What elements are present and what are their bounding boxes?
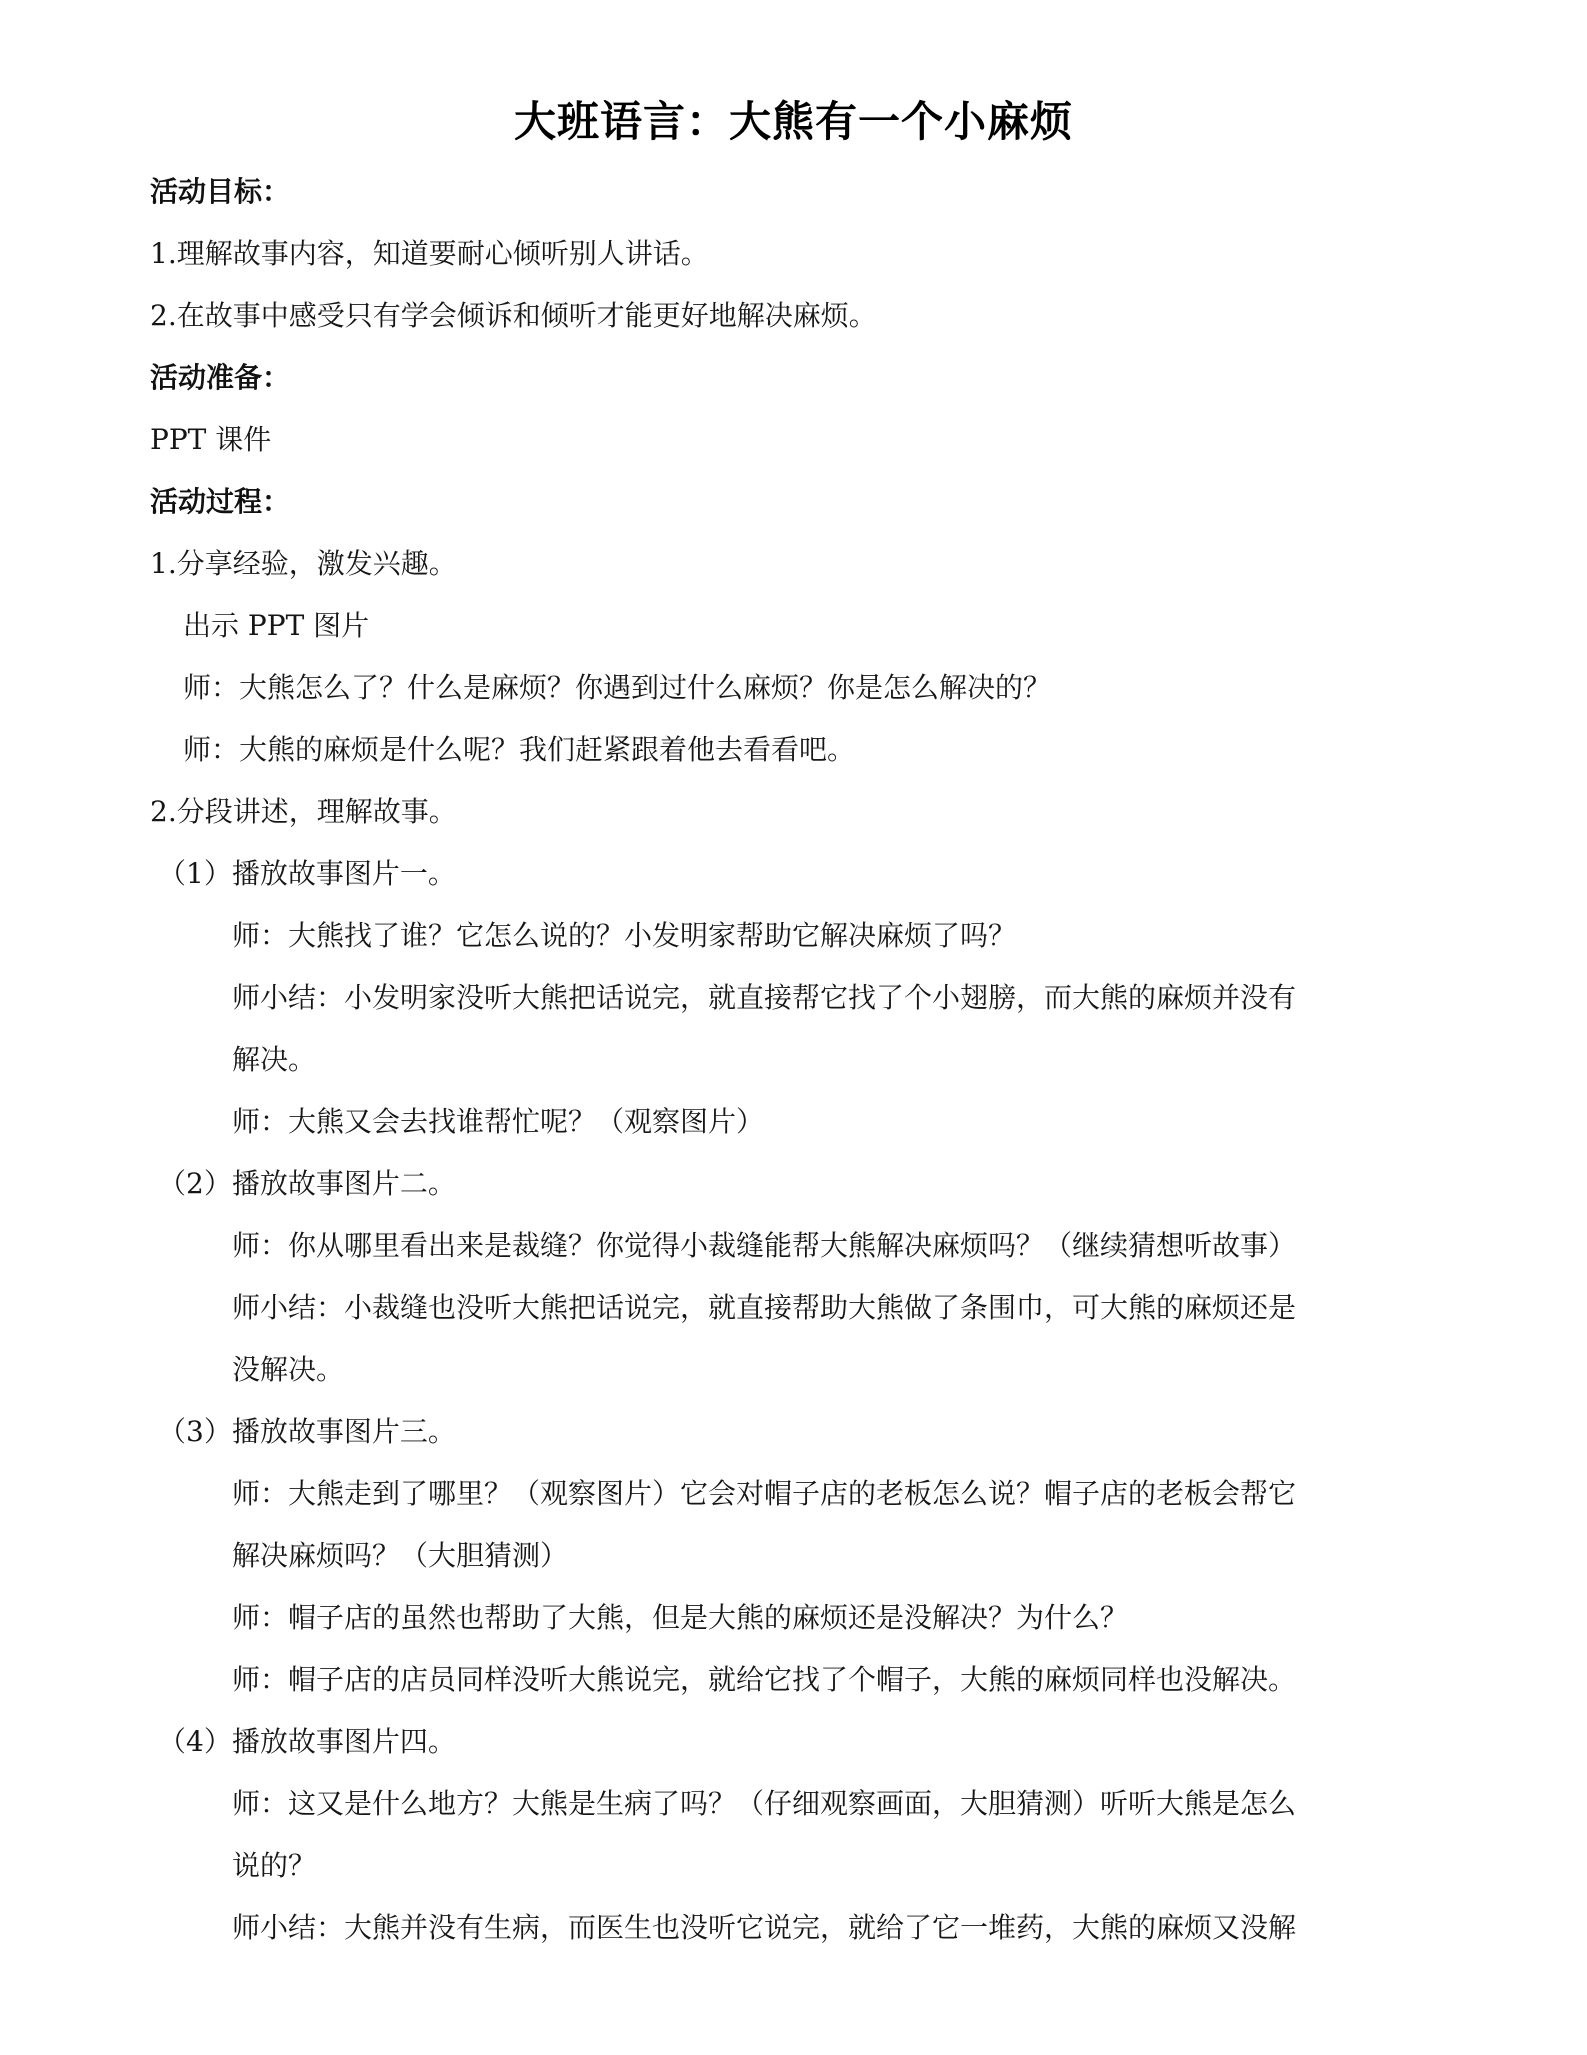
- goal-item: 2.在故事中感受只有学会倾诉和倾听才能更好地解决麻烦。: [150, 299, 877, 332]
- process-heading: 活动过程：: [150, 485, 291, 518]
- part-label: （4）播放故事图片四。: [158, 1725, 456, 1758]
- step-title: 1.分享经验，激发兴趣。: [150, 547, 457, 580]
- step-line: 师：大熊的麻烦是什么呢？我们赶紧跟着他去看看吧。: [183, 733, 856, 766]
- part-line: 师：大熊又会去找谁帮忙呢？（观察图片）: [232, 1105, 765, 1138]
- part-label: （1）播放故事图片一。: [158, 857, 456, 890]
- part-line: 说的？: [232, 1849, 317, 1882]
- goal-item: 1.理解故事内容，知道要耐心倾听别人讲话。: [150, 237, 709, 270]
- part-line: 师：大熊找了谁？它怎么说的？小发明家帮助它解决麻烦了吗？: [232, 919, 1017, 952]
- step-title: 2.分段讲述，理解故事。: [150, 795, 457, 828]
- goals-heading: 活动目标：: [150, 175, 291, 208]
- part-line: 没解决。: [232, 1353, 345, 1386]
- part-label: （3）播放故事图片三。: [158, 1415, 456, 1448]
- part-label: （2）播放故事图片二。: [158, 1167, 456, 1200]
- part-line: 师：这又是什么地方？大熊是生病了吗？（仔细观察画面，大胆猜测）听听大熊是怎么: [232, 1787, 1297, 1820]
- document-title: 大班语言：大熊有一个小麻烦: [513, 97, 1073, 146]
- part-line: 师小结：大熊并没有生病，而医生也没听它说完，就给了它一堆药，大熊的麻烦又没解: [232, 1911, 1297, 1944]
- step-line: 出示 PPT 图片: [183, 609, 370, 642]
- part-line: 师：帽子店的店员同样没听大熊说完，就给它找了个帽子，大熊的麻烦同样也没解决。: [232, 1663, 1297, 1696]
- preparation-heading: 活动准备：: [150, 361, 291, 394]
- preparation-content: PPT 课件: [150, 423, 272, 456]
- part-line: 解决麻烦吗？（大胆猜测）: [232, 1539, 569, 1572]
- part-line: 师：你从哪里看出来是裁缝？你觉得小裁缝能帮大熊解决麻烦吗？（继续猜想听故事）: [232, 1229, 1297, 1262]
- part-line: 解决。: [232, 1043, 317, 1076]
- step-line: 师：大熊怎么了？什么是麻烦？你遇到过什么麻烦？你是怎么解决的？: [183, 671, 1052, 704]
- part-line: 师：大熊走到了哪里？（观察图片）它会对帽子店的老板怎么说？帽子店的老板会帮它: [232, 1477, 1297, 1510]
- part-line: 师小结：小发明家没听大熊把话说完，就直接帮它找了个小翅膀，而大熊的麻烦并没有: [232, 981, 1297, 1014]
- part-line: 师：帽子店的虽然也帮助了大熊，但是大熊的麻烦还是没解决？为什么？: [232, 1601, 1129, 1634]
- part-line: 师小结：小裁缝也没听大熊把话说完，就直接帮助大熊做了条围巾，可大熊的麻烦还是: [232, 1291, 1297, 1324]
